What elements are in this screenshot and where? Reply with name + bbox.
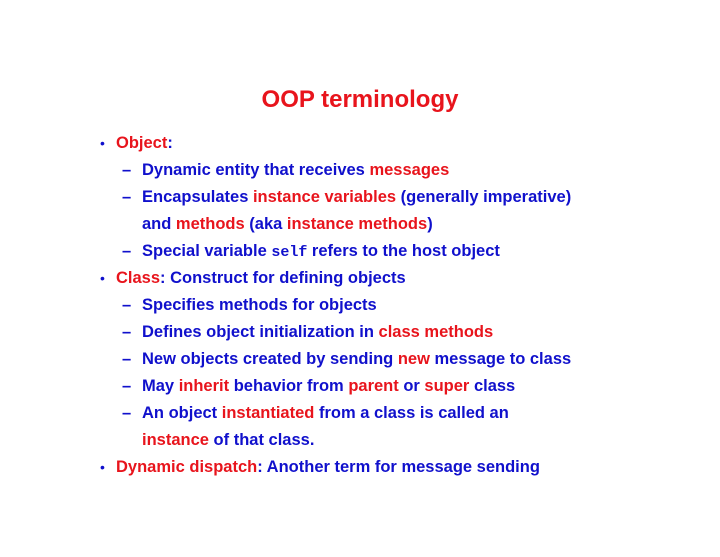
dash-icon: – xyxy=(122,377,132,395)
dash-icon: – xyxy=(122,350,132,368)
dash-icon: – xyxy=(122,188,132,206)
term-object: Object xyxy=(116,134,168,152)
term-dynamic-dispatch: Dynamic dispatch xyxy=(116,458,258,476)
dash-icon: – xyxy=(122,404,132,422)
bullet-icon: • xyxy=(100,459,105,475)
slide-title: OOP terminology xyxy=(261,86,459,113)
slide: OOP terminology • Object: – Dynamic entity that receives messages – Encapsulates instance variables (generally imperative) and methods (aka instance methods) – Special variable self refers to the host object • Class: Construct for defining objects – Specifies methods for objects – Defines object initialization in class methods – New objects created by sending new message to class – May inherit behavior from parent or super class – An object instantiated from a class is called an instance of that class. • Dynamic dispatch: Another term for message sending xyxy=(0,0,720,557)
bullet-icon: • xyxy=(100,270,105,286)
bullet-icon: • xyxy=(100,135,105,151)
code-self: self xyxy=(271,244,308,261)
term-class: Class xyxy=(116,269,161,287)
dash-icon: – xyxy=(122,323,132,341)
dash-icon: – xyxy=(122,242,132,260)
dash-icon: – xyxy=(122,161,132,179)
dash-icon: – xyxy=(122,296,132,314)
